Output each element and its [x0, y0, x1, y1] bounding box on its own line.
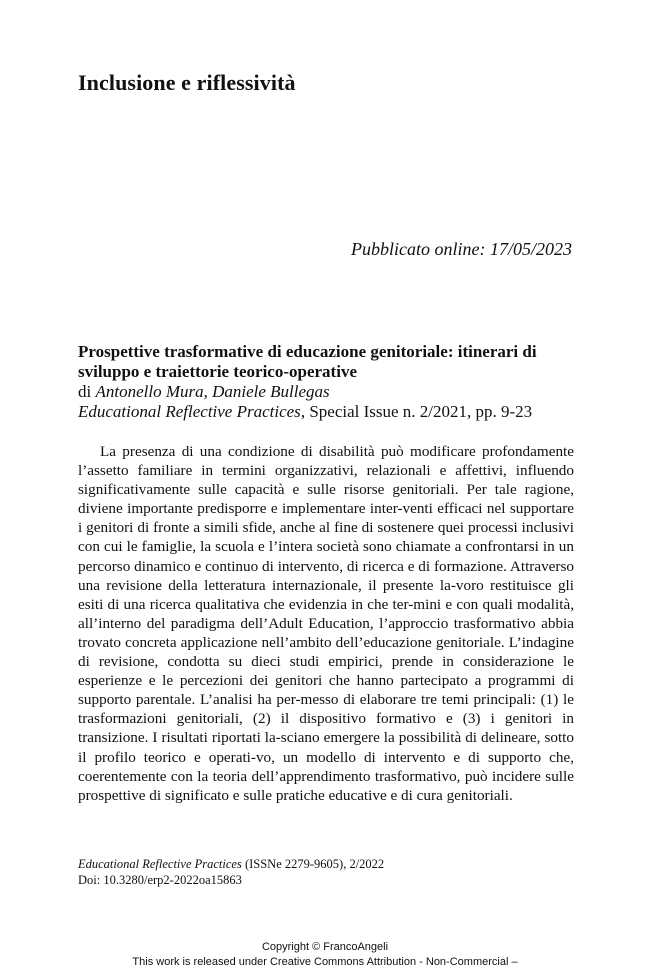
article-header — [78, 342, 574, 422]
article-title: Prospettive trasformative di educazione genitoriale: itinerari di sviluppo e traiettorie teorico-operative — [78, 342, 537, 381]
doi: Doi: 10.3280/erp2-2022oa15863 — [78, 872, 242, 887]
footer-journal-line — [78, 857, 384, 873]
authors-line — [78, 382, 574, 402]
section-title: Inclusione e riflessività — [78, 70, 296, 95]
journal-issue: , Special Issue n. 2/2021, pp. 9-23 — [300, 402, 533, 421]
copyright-notice: Copyright © FrancoAngeli — [261, 941, 389, 953]
footer-citation — [78, 857, 384, 888]
authors-prefix: di — [78, 382, 96, 401]
publication-date: Pubblicato online: 17/05/2023 — [351, 239, 572, 259]
abstract — [78, 442, 574, 805]
footer-journal-info: (ISSNe 2279-9605), 2/2022 — [241, 857, 385, 871]
journal-name: Educational Reflective Practices — [78, 402, 301, 421]
journal-reference — [78, 402, 574, 422]
authors: Antonello Mura, Daniele Bullegas — [95, 382, 330, 401]
footer-journal-name: Educational Reflective Practices — [78, 857, 242, 871]
license-notice: This work is released under Creative Commons Attribution - Non-Commercial – — [132, 956, 518, 968]
abstract-text: La presenza di una condizione di disabilità può modificare profondamente l’assetto familiare in termini organizzativi, relazionali e affettivi, influendo significativamente sulle capacità e sulle risorse genitoriali. Per tale ragione, diviene importante predisporre e implementare inter-venti efficaci nel supportare i genitori di fronte a simili sfide, anche al fine di sostenere quei processi inclusivi con cui le famiglie, la scuola e l’intera società sono chiamate a confrontarsi in un percorso dinamico e continuo di intervento, di ricerca e di formazione. Attraverso una revisione della letteratura internazionale, il presente la-voro restituisce gli esiti di una ricerca qualitativa che evidenzia in che ter-mini e con quali modalità, all’interno del paradigma dell’Adult Education, l’approccio trasformativo abbia trovato concreta applicazione nell’ambito dell’educazione genitoriale. L’indagine di revisione, condotta su dieci studi empirici, prende in considerazione le esperienze e le percezioni dei genitori che hanno partecipato a programmi di supporto parentale. L’analisi ha per-messo di elaborare tre temi principali: (1) le trasformazioni genitoriali, (2) il dispositivo formativo e (3) i genitori in transizione. I risultati riportati la-sciano emergere la possibilità di delineare, sotto il profilo teorico e operati-vo, un modello di intervento e di supporto che, coerentemente con la teoria dell’apprendimento trasformativo, può incidere sulle prospettive di significato e sulle pratiche educative e di cura genitoriali. — [78, 443, 574, 804]
